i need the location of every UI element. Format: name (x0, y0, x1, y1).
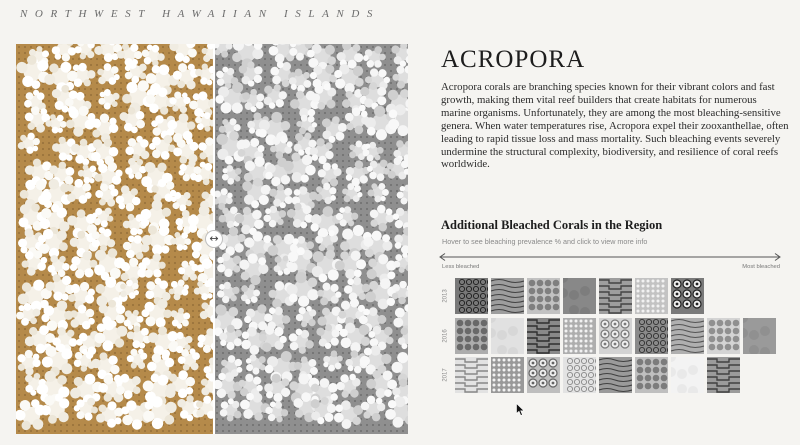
year-row-2013 (440, 278, 785, 314)
year-label: 2013 (443, 289, 450, 303)
coral-thumbnail[interactable] (491, 318, 524, 354)
coral-thumbnail[interactable] (527, 318, 560, 354)
year-label: 2016 (443, 329, 450, 343)
species-description: Acropora corals are branching species known for their vibrant colors and fast growth, making them vital reef builders that create habitats for numerous marine organisms. Unfortunately, they are among the most bleaching-sensitive genera. When water temperatures rise, Acropora expel their zooxanthellae, often leading to rapid tissue loss and mass mortality. Such bleaching events severely undermine the structural complexity, biodiversity, and resilience of coral reefs worldwide. (441, 81, 789, 171)
coral-thumbnail[interactable] (707, 357, 740, 393)
mouse-pointer-icon (516, 403, 525, 416)
site-title: NORTHWEST HAWAIIAN ISLANDS (20, 8, 380, 20)
coral-thumbnail[interactable] (671, 278, 704, 314)
coral-thumbnail[interactable] (455, 278, 488, 314)
coral-thumbnail[interactable] (455, 318, 488, 354)
coral-thumbnail[interactable] (743, 318, 776, 354)
coral-thumbnail[interactable] (527, 357, 560, 393)
coral-thumbnail[interactable] (455, 357, 488, 393)
coral-thumbnail[interactable] (491, 278, 524, 314)
gallery-hint: Hover to see bleaching prevalence % and click to view more info (442, 237, 648, 246)
bleaching-scale-arrow (437, 252, 783, 262)
coral-thumbnail[interactable] (599, 318, 632, 354)
coral-thumbnail[interactable] (635, 278, 668, 314)
coral-thumbnail[interactable] (635, 318, 668, 354)
coral-thumbnail[interactable] (563, 318, 596, 354)
species-title: ACROPORA (441, 46, 586, 73)
scale-label-less: Less bleached (442, 264, 480, 270)
year-label: 2017 (443, 368, 450, 382)
coral-thumbnail[interactable] (563, 278, 596, 314)
gallery-title: Additional Bleached Corals in the Region (441, 218, 663, 232)
coral-thumbnail[interactable] (635, 357, 668, 393)
coral-thumbnail[interactable] (527, 278, 560, 314)
scale-label-most: Most bleached (742, 264, 780, 270)
year-row-2016 (440, 318, 785, 354)
coral-thumbnail[interactable] (671, 357, 704, 393)
coral-thumbnail[interactable] (671, 318, 704, 354)
coral-thumbnail[interactable] (563, 357, 596, 393)
coral-thumbnail[interactable] (491, 357, 524, 393)
year-row-2017 (440, 357, 785, 393)
coral-thumbnail[interactable] (599, 357, 632, 393)
coral-thumbnail[interactable] (599, 278, 632, 314)
coral-thumbnail[interactable] (707, 318, 740, 354)
double-arrow-icon[interactable]: ↔ (205, 230, 223, 248)
